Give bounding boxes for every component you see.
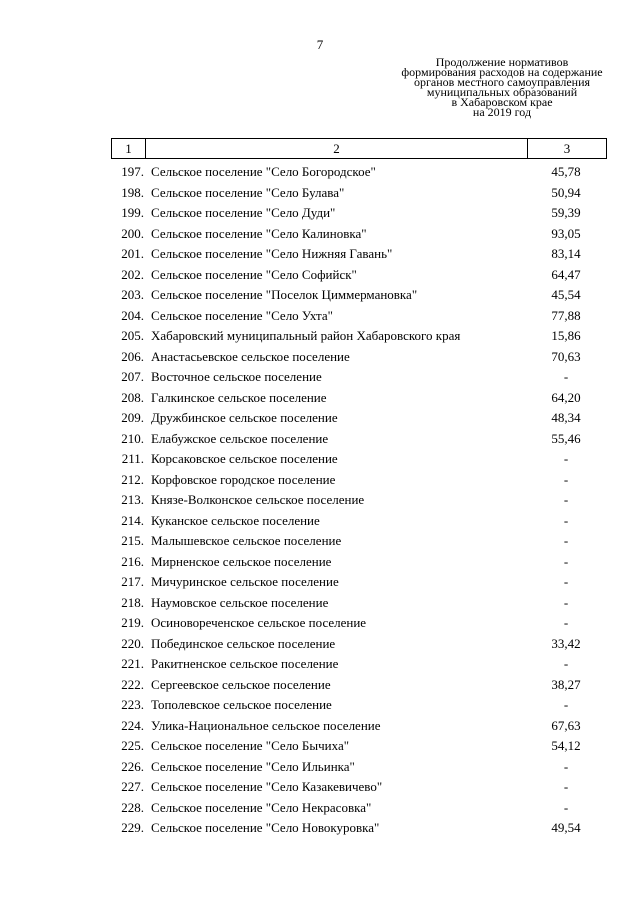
row-value: 83,14	[551, 246, 581, 261]
row-number: 222.	[121, 676, 144, 692]
row-number: 197.	[121, 164, 144, 179]
row-name: Князе-Волконское сельское поселение	[151, 492, 365, 507]
row-name: Мирненское сельское поселение	[151, 553, 332, 569]
table-row	[0, 818, 640, 839]
row-name: Хабаровский муниципальный район Хабаровского края	[151, 328, 461, 343]
caption-line: формирования расходов на содержание	[401, 65, 603, 79]
row-name: Сельское поселение "Село Новокуровка"	[151, 820, 380, 835]
row-number: 224.	[121, 717, 144, 733]
row-name: Корсаковское сельское поселение	[151, 451, 338, 466]
row-number: 203.	[121, 287, 144, 302]
table-row	[0, 408, 640, 429]
row-name: Сельское поселение "Село Богородское"	[151, 164, 376, 179]
row-number: 215.	[121, 533, 144, 548]
row-number: 206.	[121, 348, 144, 364]
header-cell-number: 1	[112, 139, 146, 158]
table-row	[0, 183, 640, 204]
table-row	[0, 675, 640, 696]
table-row	[0, 613, 640, 634]
row-number: 216.	[121, 553, 144, 569]
row-value: -	[563, 512, 569, 528]
row-name: Тополевское сельское поселение	[151, 697, 332, 712]
row-name: Анастасьевское сельское поселение	[151, 348, 350, 364]
row-number: 207.	[121, 369, 144, 384]
row-name: Сельское поселение "Село Ухта"	[151, 307, 333, 323]
row-number: 210.	[121, 430, 144, 446]
row-number: 204.	[121, 307, 144, 323]
row-number: 229.	[121, 820, 144, 835]
row-value: 15,86	[551, 328, 581, 343]
row-name: Сельское поселение "Село Софийск"	[151, 266, 357, 282]
row-value: -	[563, 779, 569, 794]
row-name: Сельское поселение "Село Нижняя Гавань"	[151, 246, 393, 261]
table-row	[0, 490, 640, 511]
row-number: 199.	[121, 205, 144, 220]
row-value: 93,05	[551, 225, 581, 241]
row-value: 64,20	[551, 389, 581, 405]
row-name: Наумовское сельское поселение	[151, 594, 329, 610]
row-value: 38,27	[551, 676, 581, 692]
table-row	[0, 265, 640, 286]
row-value: -	[563, 553, 569, 569]
row-name: Сельское поселение "Село Ильинка"	[151, 758, 355, 774]
header-cell-value: 3	[563, 140, 571, 156]
row-value: 67,63	[551, 717, 581, 733]
table-row	[0, 511, 640, 532]
table-row	[0, 224, 640, 245]
row-number: 213.	[121, 492, 144, 507]
row-value: 70,63	[551, 348, 581, 364]
row-name: Сельское поселение "Поселок Циммермановка"	[151, 287, 418, 302]
row-value: 45,78	[551, 164, 581, 179]
table-row	[0, 572, 640, 593]
row-name: Восточное сельское поселение	[151, 369, 322, 384]
row-number: 198.	[121, 184, 144, 200]
row-value: -	[563, 451, 569, 466]
table-row	[0, 695, 640, 716]
table-row	[0, 757, 640, 778]
table-row	[0, 716, 640, 737]
row-number: 212.	[121, 471, 144, 487]
row-number: 205.	[121, 328, 144, 343]
row-number: 223.	[121, 697, 144, 712]
header-cell-name: 2	[146, 139, 528, 158]
table-row	[0, 449, 640, 470]
row-number: 227.	[121, 779, 144, 794]
row-value: 33,42	[551, 635, 581, 651]
row-value: -	[563, 615, 569, 630]
row-name: Побединское сельское поселение	[151, 635, 336, 651]
table-body	[0, 162, 640, 839]
row-value: 59,39	[551, 205, 581, 220]
row-value: 48,34	[551, 410, 581, 425]
row-name: Мичуринское сельское поселение	[151, 574, 339, 589]
row-number: 226.	[121, 758, 144, 774]
row-name: Елабужское сельское поселение	[151, 430, 329, 446]
table-row	[0, 654, 640, 675]
row-value: -	[563, 369, 569, 384]
row-value: 54,12	[551, 738, 581, 753]
table-row	[0, 306, 640, 327]
row-name: Сельское поселение "Село Калиновка"	[151, 225, 367, 241]
row-number: 219.	[121, 615, 144, 630]
row-name: Дружбинское сельское поселение	[151, 410, 338, 425]
table-row	[0, 388, 640, 409]
row-name: Сельское поселение "Село Казакевичево"	[151, 779, 383, 794]
row-value: -	[563, 533, 569, 548]
row-value: 49,54	[551, 820, 581, 835]
row-name: Сергеевское сельское поселение	[151, 676, 331, 692]
table-row	[0, 777, 640, 798]
caption-line: на 2019 год	[472, 105, 532, 119]
caption-line: муниципальных образований	[426, 85, 578, 99]
table-row	[0, 347, 640, 368]
table-caption	[384, 57, 620, 117]
row-value: -	[563, 799, 569, 815]
row-name: Осиноворечeнское сельское поселение	[151, 615, 367, 630]
page-number: 7	[316, 37, 324, 52]
row-number: 220.	[121, 635, 144, 651]
row-name: Куканское сельское поселение	[151, 512, 320, 528]
caption-line: органов местного самоуправления	[413, 75, 591, 89]
table-row	[0, 244, 640, 265]
table-row	[0, 285, 640, 306]
row-value: 50,94	[551, 184, 581, 200]
row-number: 200.	[121, 225, 144, 241]
table-row	[0, 634, 640, 655]
table-row	[0, 326, 640, 347]
row-number: 221.	[121, 656, 144, 671]
row-name: Малышевское сельское поселение	[151, 533, 342, 548]
row-value: 77,88	[551, 307, 581, 323]
table-row	[0, 531, 640, 552]
row-name: Галкинское сельское поселение	[151, 389, 327, 405]
row-number: 211.	[121, 451, 144, 466]
row-value: -	[563, 697, 569, 712]
table-row	[0, 203, 640, 224]
table-row	[0, 736, 640, 757]
row-value: 45,54	[551, 287, 581, 302]
row-value: 55,46	[551, 430, 581, 446]
row-number: 209.	[121, 410, 144, 425]
table-row	[0, 429, 640, 450]
row-number: 202.	[121, 266, 144, 282]
table-row	[0, 798, 640, 819]
row-name: Улика-Национальное сельское поселение	[151, 717, 381, 733]
row-name: Сельское поселение "Село Дуди"	[151, 205, 336, 220]
row-value: -	[563, 594, 569, 610]
table-header	[111, 138, 607, 159]
row-name: Сельское поселение "Село Некрасовка"	[151, 799, 372, 815]
row-name: Сельское поселение "Село Бычиха"	[151, 738, 350, 753]
row-number: 208.	[121, 389, 144, 405]
table-row	[0, 552, 640, 573]
row-number: 218.	[121, 594, 144, 610]
row-value: -	[563, 471, 569, 487]
row-number: 225.	[121, 738, 144, 753]
row-value: -	[563, 656, 569, 671]
row-value: -	[563, 758, 569, 774]
row-value: -	[563, 492, 569, 507]
row-name: Ракитненское сельское поселение	[151, 656, 339, 671]
table-row	[0, 367, 640, 388]
row-number: 228.	[121, 799, 144, 815]
row-number: 214.	[121, 512, 144, 528]
table-row	[0, 162, 640, 183]
caption-line: Продолжение нормативов	[435, 55, 569, 69]
caption-line: в Хабаровском крае	[451, 95, 553, 109]
row-name: Сельское поселение "Село Булава"	[151, 184, 345, 200]
row-value: -	[563, 574, 569, 589]
row-value: 64,47	[551, 266, 581, 282]
row-number: 201.	[121, 246, 144, 261]
table-row	[0, 593, 640, 614]
row-name: Корфовское городское поселение	[151, 471, 336, 487]
row-number: 217.	[121, 574, 144, 589]
table-row	[0, 470, 640, 491]
